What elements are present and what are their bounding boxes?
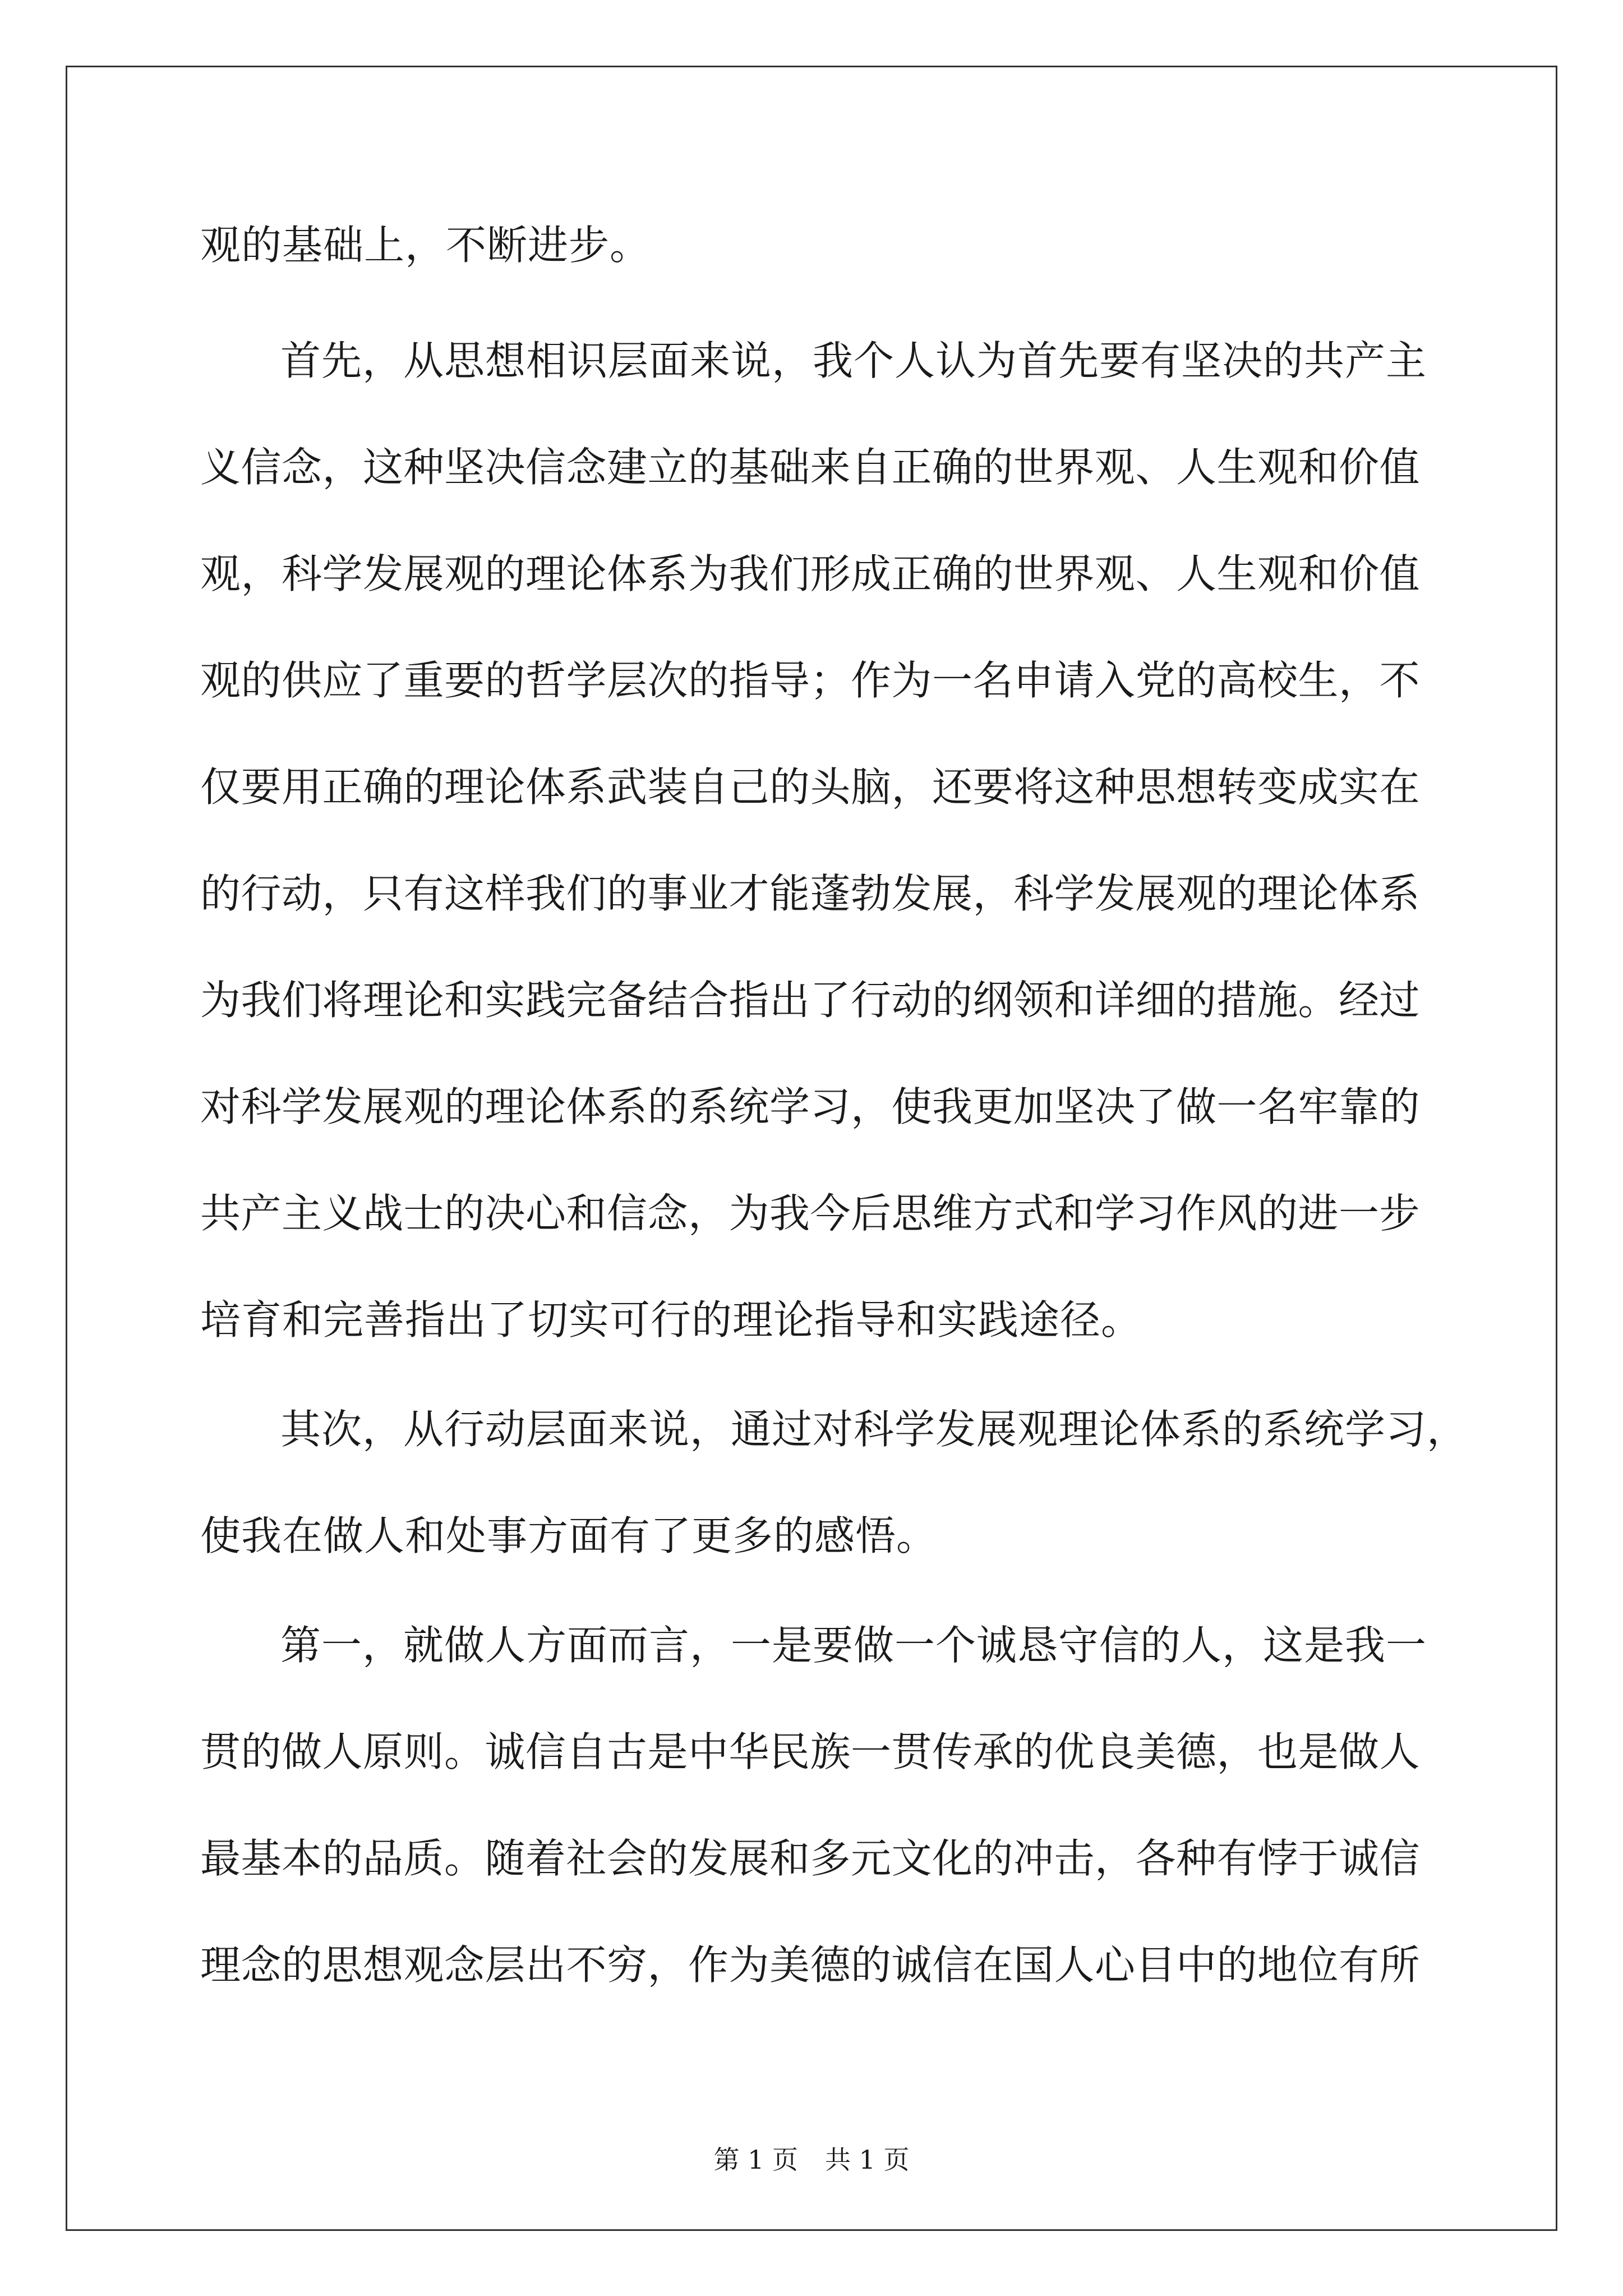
body-line: 观的供应了重要的哲学层次的指导；作为一名申请入党的高校生，不: [200, 657, 1421, 704]
body-line: 理念的思想观念层出不穷，作为美德的诚信在国人心目中的地位有所: [200, 1941, 1421, 1989]
body-line: 共产主义战士的决心和信念，为我今后思维方式和学习作风的进一步: [200, 1190, 1421, 1237]
page-footer: [0, 2143, 1623, 2177]
body-line: 观的基础上，不断进步。: [200, 222, 651, 269]
body-line: 最基本的品质。随着社会的发展和多元文化的冲击，各种有悖于诚信: [200, 1835, 1421, 1882]
body-line: 为我们将理论和实践完备结合指出了行动的纲领和详细的措施。经过: [200, 977, 1421, 1024]
body-line: 观，科学发展观的理论体系为我们形成正确的世界观、人生观和价值: [200, 550, 1421, 597]
body-line: 仅要用正确的理论体系武装自己的头脑，还要将这种思想转变成实在: [200, 763, 1421, 811]
paragraph-first-line: 其次，从行动层面来说，通过对科学发展观理论体系的系统学习，: [280, 1406, 1468, 1453]
paragraph-first-line: 首先，从思想相识层面来说，我个人认为首先要有坚决的共产主: [280, 337, 1427, 384]
body-line: 使我在做人和处事方面有了更多的感悟。: [200, 1512, 938, 1559]
body-line: 贯的做人原则。诚信自古是中华民族一贯传承的优良美德，也是做人: [200, 1728, 1421, 1775]
body-line: 对科学发展观的理论体系的系统学习，使我更加坚决了做一名牢靠的: [200, 1083, 1421, 1130]
page-number: 第 1 页: [713, 2145, 798, 2175]
page-total: 共 1 页: [825, 2145, 910, 2175]
body-line: 的行动，只有这样我们的事业才能蓬勃发展，科学发展观的理论体系: [200, 870, 1421, 917]
body-line: 义信念，这种坚决信念建立的基础来自正确的世界观、人生观和价值: [200, 444, 1421, 491]
paragraph-first-line: 第一，就做人方面而言，一是要做一个诚恳守信的人，这是我一: [280, 1622, 1427, 1669]
body-line: 培育和完善指出了切实可行的理论指导和实践途径。: [200, 1296, 1142, 1343]
